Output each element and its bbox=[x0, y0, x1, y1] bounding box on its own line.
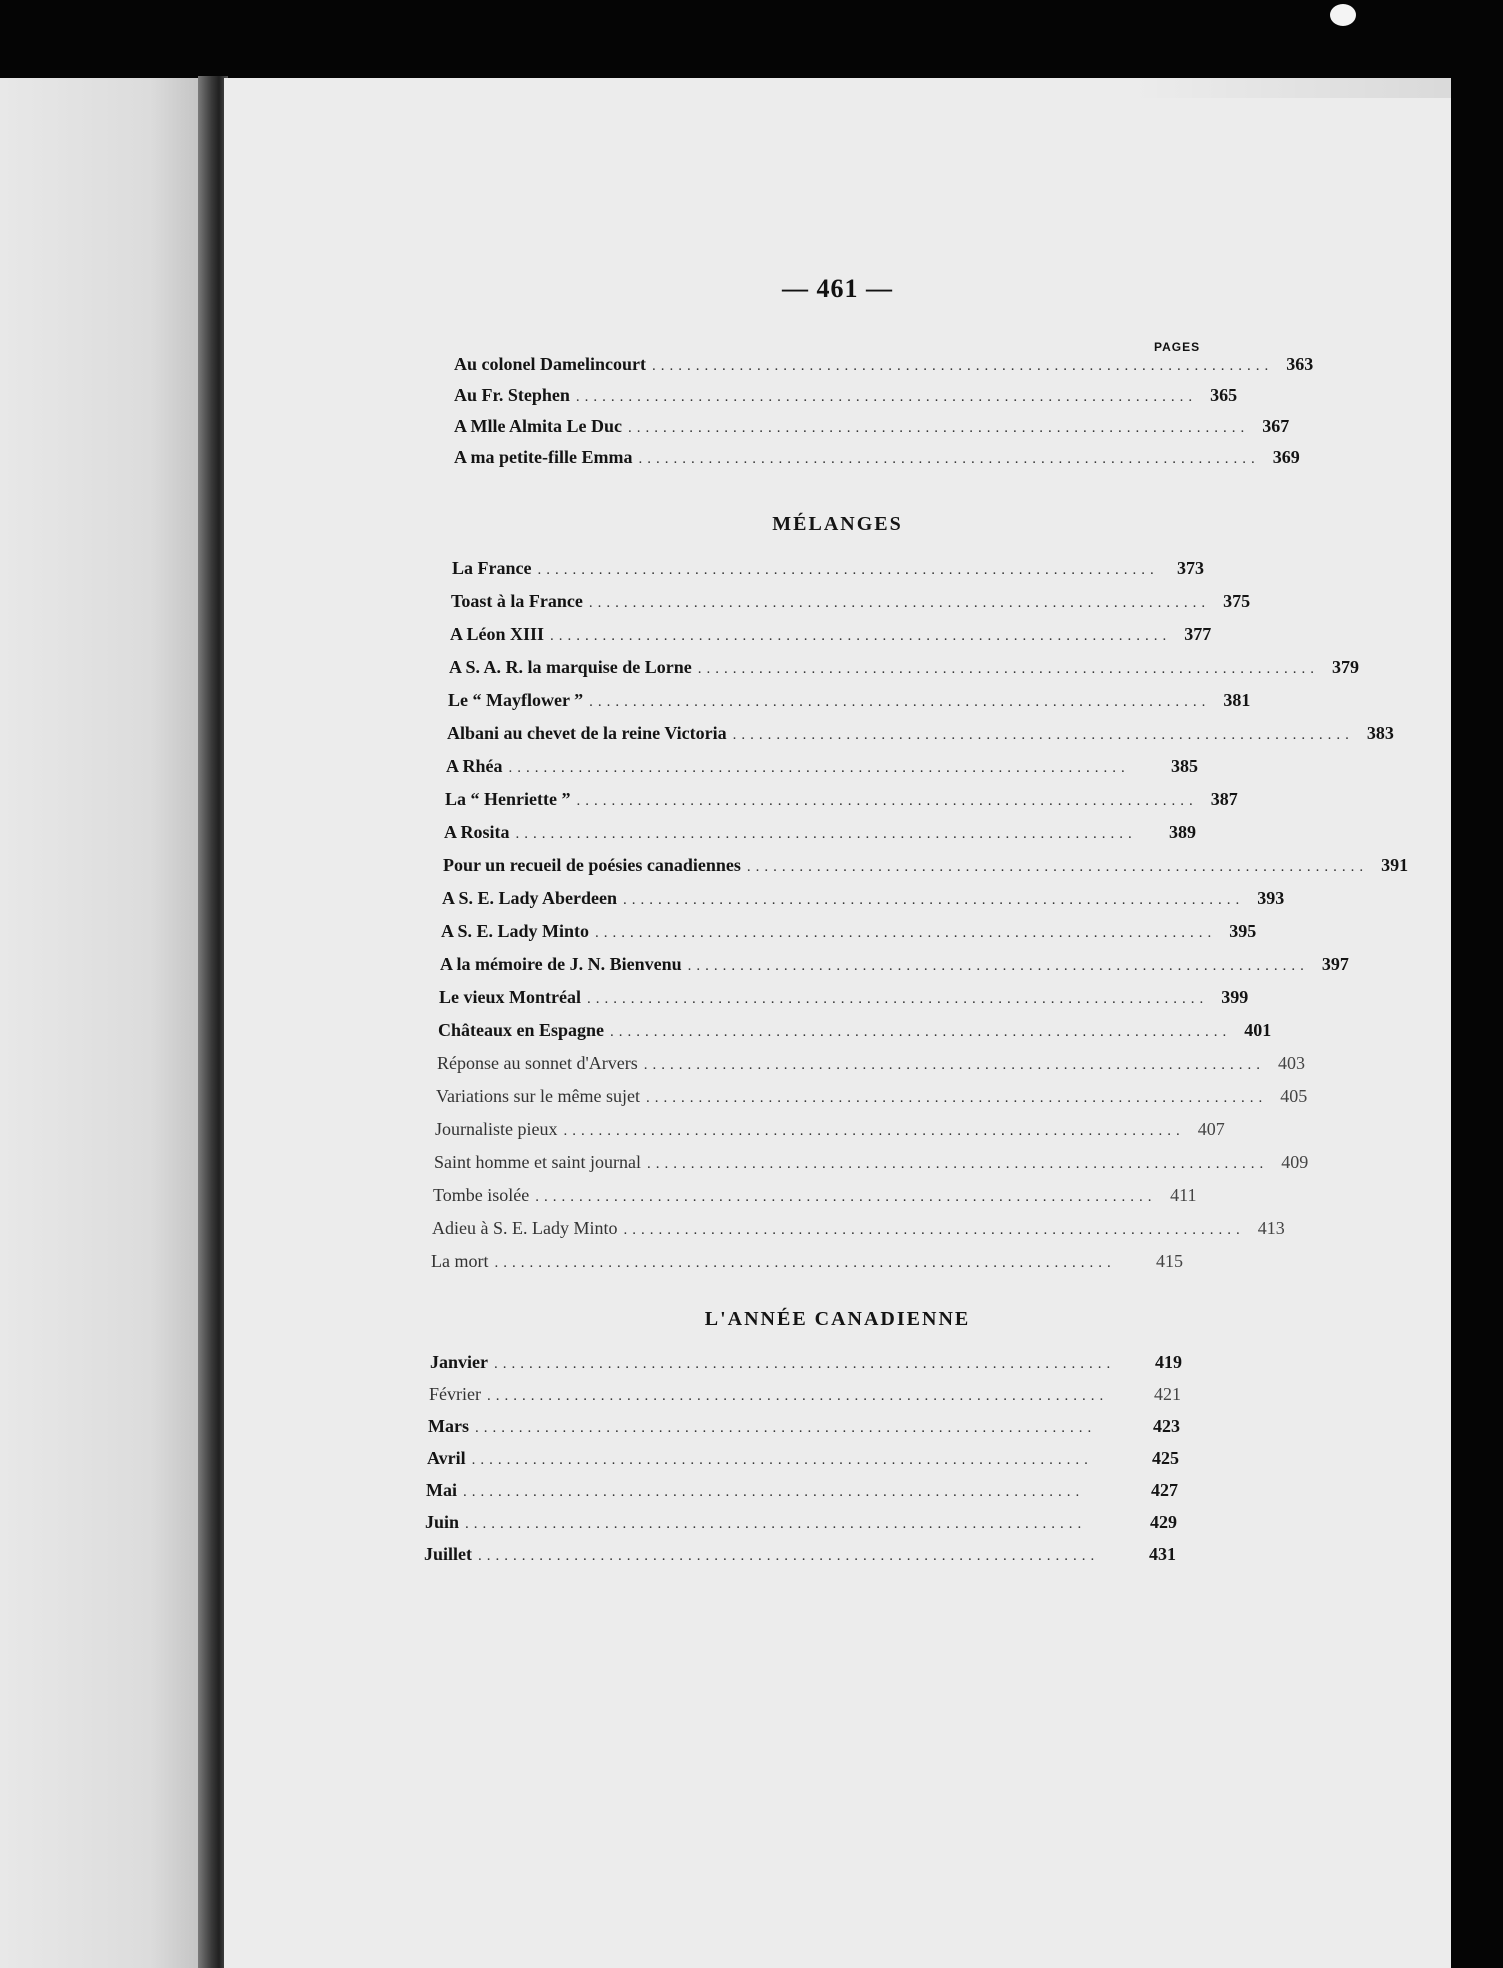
dot-leader: ....................................................................... bbox=[651, 358, 1274, 374]
toc-entry-page: 403 bbox=[1277, 1053, 1305, 1073]
toc-entry-page: 397 bbox=[1321, 954, 1349, 974]
toc-entry-page: 391 bbox=[1381, 855, 1409, 875]
toc-entry bbox=[429, 1382, 1181, 1408]
toc-entry bbox=[428, 1414, 1180, 1440]
toc-entry-title: Mars bbox=[428, 1416, 469, 1436]
dot-leader: ....................................................................... bbox=[697, 661, 1319, 677]
dot-leader: ....................................................................... bbox=[627, 420, 1250, 436]
toc-entry-title: Juin bbox=[425, 1512, 460, 1532]
toc-entry-page: 405 bbox=[1280, 1086, 1308, 1106]
dot-leader: ....................................................................... bbox=[595, 925, 1217, 941]
dot-leader: ....................................................................... bbox=[623, 892, 1245, 908]
toc-entry-title: Saint homme et saint journal bbox=[434, 1152, 641, 1172]
toc-entry-page: 393 bbox=[1257, 888, 1285, 908]
toc-entry-title: Toast à la France bbox=[451, 591, 583, 611]
toc-entry bbox=[425, 1510, 1177, 1536]
toc-entry-page: 365 bbox=[1210, 385, 1238, 405]
dot-leader: ....................................................................... bbox=[623, 1222, 1245, 1238]
toc-entry-title: Tombe isolée bbox=[433, 1185, 530, 1205]
toc-entry-page: 381 bbox=[1223, 690, 1251, 710]
toc-entry bbox=[447, 721, 1394, 747]
toc-entry bbox=[442, 886, 1285, 912]
toc-entry-title: Au Fr. Stephen bbox=[454, 385, 570, 405]
toc-entry-page: 425 bbox=[1152, 1448, 1179, 1468]
toc-entry-title: A Rhéa bbox=[446, 756, 503, 776]
toc-entry-page: 367 bbox=[1262, 416, 1290, 436]
toc-entry-page: 375 bbox=[1223, 591, 1251, 611]
dot-leader: ....................................................................... bbox=[550, 628, 1172, 644]
toc-entry bbox=[424, 1542, 1176, 1568]
dot-leader: ....................................................................... bbox=[515, 826, 1137, 842]
dot-leader: ....................................................................... bbox=[746, 859, 1369, 875]
toc-entry bbox=[434, 1150, 1309, 1176]
toc-entry-title: A S. A. R. la marquise de Lorne bbox=[449, 657, 692, 677]
toc-entry-page: 427 bbox=[1151, 1480, 1178, 1500]
toc-entry-title: Réponse au sonnet d'Arvers bbox=[437, 1053, 638, 1073]
toc-entry-page: 415 bbox=[1156, 1251, 1183, 1271]
toc-entry bbox=[454, 414, 1290, 440]
dot-leader: ....................................................................... bbox=[486, 1388, 1109, 1404]
toc-entry-page: 383 bbox=[1366, 723, 1394, 743]
dot-leader: ....................................................................... bbox=[535, 1189, 1157, 1205]
toc-entry-title: Février bbox=[429, 1384, 481, 1404]
toc-entry-title: Au colonel Damelincourt bbox=[454, 354, 646, 374]
toc-entry-title: Pour un recueil de poésies canadiennes bbox=[443, 855, 741, 875]
toc-entry bbox=[449, 655, 1359, 681]
toc-entry-title: Avril bbox=[427, 1448, 466, 1468]
dot-leader: ....................................................................... bbox=[588, 595, 1211, 611]
toc-entry-title: Le vieux Montréal bbox=[439, 987, 581, 1007]
toc-entry-page: 431 bbox=[1149, 1544, 1176, 1564]
toc-entry bbox=[451, 589, 1251, 615]
toc-entry bbox=[431, 1249, 1183, 1275]
toc-entry bbox=[441, 919, 1257, 945]
toc-entry-page: 395 bbox=[1229, 921, 1257, 941]
toc-entry bbox=[435, 1117, 1225, 1143]
toc-entry-page: 373 bbox=[1177, 558, 1204, 578]
toc-entry bbox=[454, 383, 1238, 409]
toc-entry-page: 429 bbox=[1150, 1512, 1177, 1532]
toc-entry bbox=[427, 1446, 1179, 1472]
dot-leader: ....................................................................... bbox=[494, 1255, 1116, 1271]
toc-entry-title: Journaliste pieux bbox=[435, 1119, 558, 1139]
toc-entry-page: 379 bbox=[1331, 657, 1359, 677]
toc-entry-page: 363 bbox=[1286, 354, 1314, 374]
toc-entry-title: A S. E. Lady Aberdeen bbox=[442, 888, 618, 908]
dot-leader: ....................................................................... bbox=[646, 1156, 1269, 1172]
dot-leader: ....................................................................... bbox=[610, 1024, 1232, 1040]
dot-leader: ....................................................................... bbox=[478, 1548, 1100, 1564]
toc-entry-title: Juillet bbox=[424, 1544, 472, 1564]
toc-entry bbox=[430, 1350, 1182, 1376]
toc-entry-title: A ma petite-fille Emma bbox=[454, 447, 633, 467]
dot-leader: ....................................................................... bbox=[575, 389, 1198, 405]
dot-leader: ....................................................................... bbox=[537, 562, 1159, 578]
toc-entry bbox=[426, 1478, 1178, 1504]
dot-leader: ....................................................................... bbox=[465, 1516, 1087, 1532]
toc-entry-title: La mort bbox=[431, 1251, 489, 1271]
toc-entry-title: La France bbox=[452, 558, 532, 578]
toc-entry-page: 419 bbox=[1155, 1352, 1182, 1372]
toc-entry-page: 413 bbox=[1257, 1218, 1285, 1238]
toc-entry bbox=[432, 1216, 1285, 1242]
toc-entry-title: A S. E. Lady Minto bbox=[441, 921, 590, 941]
dot-leader: ....................................................................... bbox=[494, 1356, 1116, 1372]
toc-entry-page: 421 bbox=[1154, 1384, 1181, 1404]
toc-entry-title: La “ Henriette ” bbox=[445, 789, 571, 809]
toc-entry-title: Albani au chevet de la reine Victoria bbox=[447, 723, 727, 743]
section-heading-annee-canadienne: L'ANNÉE CANADIENNE bbox=[704, 1308, 971, 1330]
toc-entry-page: 423 bbox=[1153, 1416, 1180, 1436]
dot-leader: ....................................................................... bbox=[638, 451, 1260, 467]
toc-entry-page: 377 bbox=[1184, 624, 1212, 644]
toc-entry bbox=[436, 1084, 1308, 1110]
toc-entry-title: Châteaux en Espagne bbox=[438, 1020, 605, 1040]
dot-leader: ....................................................................... bbox=[586, 991, 1209, 1007]
toc-entry-page: 387 bbox=[1210, 789, 1238, 809]
toc-entry-page: 401 bbox=[1244, 1020, 1272, 1040]
page-shadow bbox=[1131, 78, 1451, 98]
facing-page bbox=[0, 78, 214, 1968]
pages-column-label: PAGES bbox=[1154, 340, 1201, 354]
toc-entry bbox=[444, 820, 1196, 846]
toc-entry-title: Variations sur le même sujet bbox=[436, 1086, 640, 1106]
dot-leader: ....................................................................... bbox=[645, 1090, 1268, 1106]
dot-leader: ....................................................................... bbox=[643, 1057, 1265, 1073]
corner-speck bbox=[1330, 4, 1356, 26]
dot-leader: ....................................................................... bbox=[589, 694, 1211, 710]
toc-entry bbox=[448, 688, 1251, 714]
toc-entry-title: Janvier bbox=[430, 1352, 488, 1372]
dot-leader: ....................................................................... bbox=[474, 1420, 1097, 1436]
toc-entry bbox=[440, 952, 1349, 978]
toc-entry bbox=[438, 1018, 1272, 1044]
toc-entry-page: 399 bbox=[1221, 987, 1249, 1007]
dot-leader: ....................................................................... bbox=[687, 958, 1309, 974]
toc-entry-title: A Mlle Almita Le Duc bbox=[454, 416, 622, 436]
toc-entry bbox=[450, 622, 1212, 648]
toc-entry-page: 409 bbox=[1281, 1152, 1309, 1172]
toc-entry-page: 385 bbox=[1171, 756, 1198, 776]
toc-entry-title: A Rosita bbox=[444, 822, 510, 842]
toc-entry-title: Adieu à S. E. Lady Minto bbox=[432, 1218, 618, 1238]
dot-leader: ....................................................................... bbox=[471, 1452, 1093, 1468]
toc-entry-page: 411 bbox=[1170, 1185, 1197, 1205]
section-heading-melanges: MÉLANGES bbox=[772, 513, 903, 535]
dot-leader: ....................................................................... bbox=[732, 727, 1354, 743]
toc-entry bbox=[446, 754, 1198, 780]
dot-leader: ....................................................................... bbox=[563, 1123, 1185, 1139]
dot-leader: ....................................................................... bbox=[463, 1484, 1085, 1500]
toc-entry bbox=[437, 1051, 1305, 1077]
toc-entry bbox=[454, 445, 1300, 471]
toc-entry-page: 369 bbox=[1272, 447, 1300, 467]
dot-leader: ....................................................................... bbox=[576, 793, 1198, 809]
toc-entry-title: A la mémoire de J. N. Bienvenu bbox=[440, 954, 682, 974]
toc-entry bbox=[443, 853, 1409, 879]
toc-entry bbox=[439, 985, 1249, 1011]
toc-entry-title: Le “ Mayflower ” bbox=[448, 690, 584, 710]
dot-leader: ....................................................................... bbox=[508, 760, 1130, 776]
toc-entry-page: 389 bbox=[1169, 822, 1196, 842]
toc-entry bbox=[445, 787, 1238, 813]
toc-entry bbox=[452, 556, 1204, 582]
toc-entry bbox=[454, 352, 1314, 378]
page-number: — 461 — bbox=[782, 274, 893, 303]
toc-entry-page: 407 bbox=[1197, 1119, 1225, 1139]
toc-entry bbox=[433, 1183, 1197, 1209]
toc-entry-title: A Léon XIII bbox=[450, 624, 545, 644]
toc-entry-title: Mai bbox=[426, 1480, 457, 1500]
book-page bbox=[224, 78, 1451, 1968]
